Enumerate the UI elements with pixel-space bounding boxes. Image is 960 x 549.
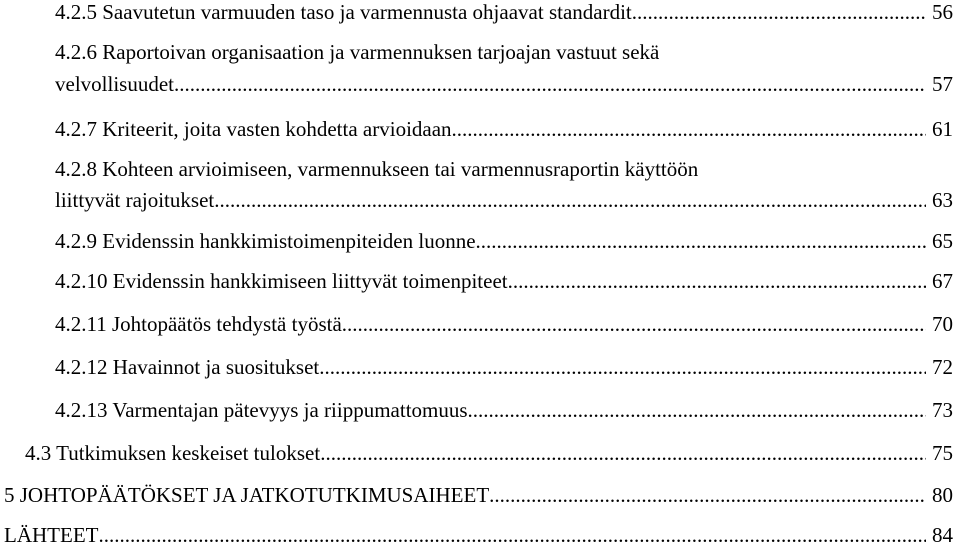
toc-entry-page: 63 xyxy=(932,188,953,212)
toc-entry-number: 4.2.5 xyxy=(55,0,97,24)
toc-entry-text xyxy=(55,156,698,182)
toc-entry-page: 84 xyxy=(932,523,953,547)
toc-entry-text xyxy=(25,440,320,466)
toc-entry-title: LÄHTEET xyxy=(4,523,99,547)
toc-entry-number: 4.2.10 xyxy=(55,269,108,293)
toc-leader-dots xyxy=(174,71,926,97)
toc-entry-number: 4.2.11 xyxy=(55,312,107,336)
toc-entry-page: 61 xyxy=(932,117,953,141)
toc-leader-dots xyxy=(319,354,926,380)
toc-entry-page: 73 xyxy=(932,398,953,422)
toc-entry-page: 65 xyxy=(932,229,953,253)
toc-entry-title-line2: liittyvät rajoitukset xyxy=(55,188,215,212)
toc-leader-dots xyxy=(98,522,926,548)
toc-entry-number: 4.2.12 xyxy=(55,355,108,379)
toc-entry-text xyxy=(55,268,508,294)
toc-entry-text xyxy=(55,0,632,25)
toc-leader-dots xyxy=(508,268,926,294)
toc-entry-title: Varmentajan pätevyys ja riippumattomuus xyxy=(112,398,468,422)
toc-entry-title-line1: Raportoivan organisaation ja varmennuksen tarjoajan vastuut sekä xyxy=(102,40,660,64)
toc-entry-title: Johtopäätös tehdystä työstä xyxy=(111,312,342,336)
toc-leader-dots xyxy=(489,482,926,508)
toc-leader-dots xyxy=(632,0,926,25)
toc-entry-number: 4.2.13 xyxy=(55,398,108,422)
toc-entry-text xyxy=(55,228,476,254)
toc-entry-text xyxy=(55,354,319,380)
toc-entry-title: Tutkimuksen keskeiset tulokset xyxy=(56,441,321,465)
toc-entry-title-line2: velvollisuudet xyxy=(55,72,174,96)
toc-entry-page: 80 xyxy=(932,483,953,507)
toc-entry-text xyxy=(55,39,659,65)
toc-leader-dots xyxy=(214,187,926,213)
toc-entry-text xyxy=(55,397,468,423)
toc-entry-title: Havainnot ja suositukset xyxy=(112,355,320,379)
toc-entry-page: 75 xyxy=(932,441,953,465)
toc-entry-title: Saavutetun varmuuden taso ja varmennusta ohjaavat standardit xyxy=(102,0,632,24)
toc-entry-page: 67 xyxy=(932,269,953,293)
toc-entry-title: Evidenssin hankkimiseen liittyvät toimenpiteet xyxy=(112,269,508,293)
toc-entry-number: 4.2.9 xyxy=(55,229,97,253)
toc-leader-dots xyxy=(320,440,926,466)
toc-leader-dots xyxy=(342,311,926,337)
toc-entry-title: JOHTOPÄÄTÖKSET JA JATKOTUTKIMUSAIHEET xyxy=(19,483,490,507)
toc-entry-page: 57 xyxy=(932,72,953,96)
toc-entry-page: 72 xyxy=(932,355,953,379)
toc-leader-dots xyxy=(468,397,926,423)
toc-leader-dots xyxy=(452,116,926,142)
toc-entry-number: 5 xyxy=(4,483,15,507)
toc-entry-title-line1: Kohteen arvioimiseen, varmennukseen tai varmennusraportin käyttöön xyxy=(102,157,699,181)
toc-leader-dots xyxy=(476,228,926,254)
toc-entry-text xyxy=(55,116,452,142)
toc-entry-title: Evidenssin hankkimistoimenpiteiden luonne xyxy=(102,229,476,253)
toc-entry-number: 4.3 xyxy=(25,441,52,465)
toc-entry-page: 56 xyxy=(932,0,953,24)
toc-entry-page: 70 xyxy=(932,312,953,336)
toc-entry-text xyxy=(55,311,342,337)
toc-entry-number: 4.2.7 xyxy=(55,117,97,141)
toc-entry-number: 4.2.6 xyxy=(55,40,97,64)
toc-entry-text xyxy=(4,482,489,508)
toc-entry-number: 4.2.8 xyxy=(55,157,97,181)
toc-entry-title: Kriteerit, joita vasten kohdetta arvioidaan xyxy=(102,117,452,141)
